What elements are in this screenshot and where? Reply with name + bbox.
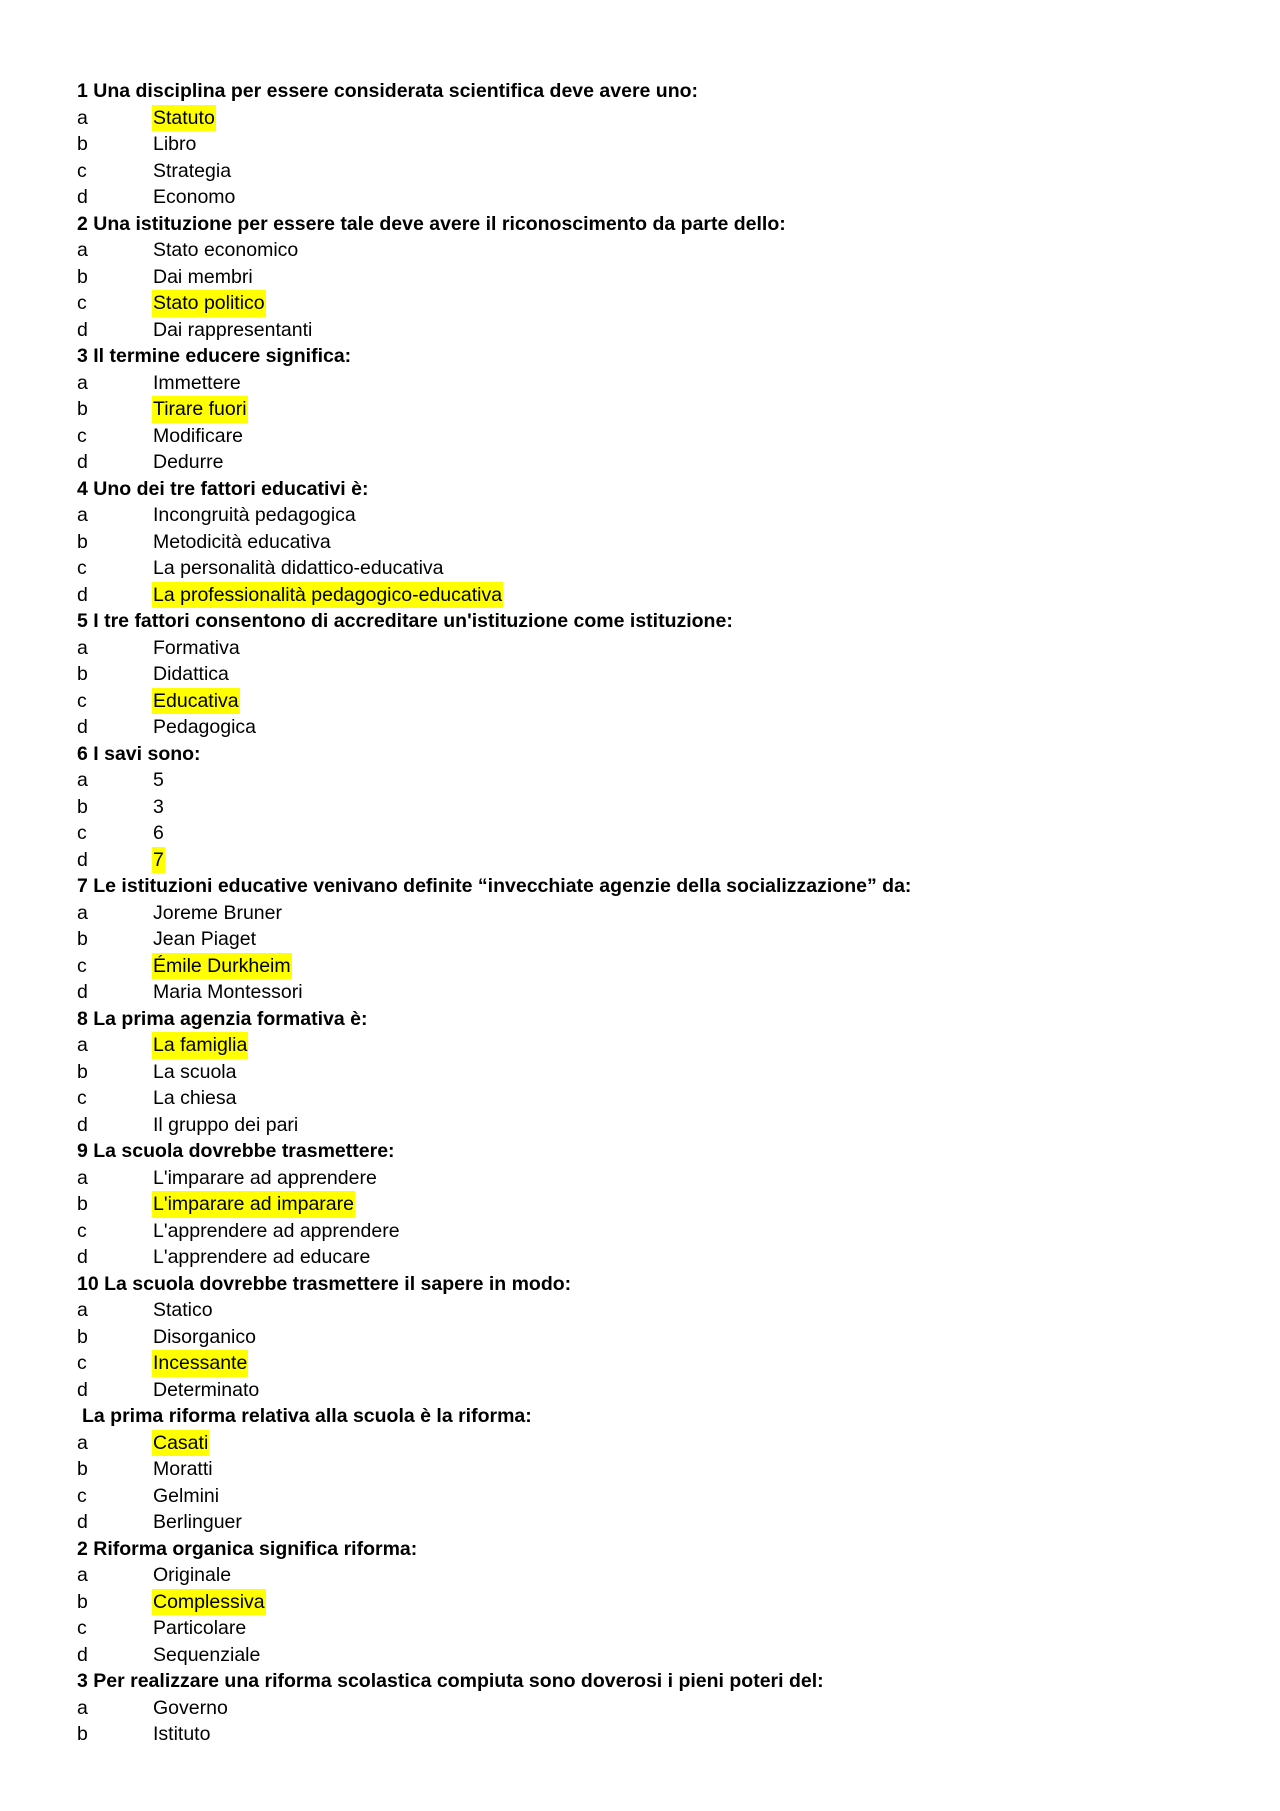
option-text: Governo: [153, 1696, 228, 1719]
option-text: Pedagogica: [153, 716, 257, 738]
option-letter: c: [77, 1484, 87, 1507]
question-text: 10 La scuola dovrebbe trasmettere il sapere in modo:: [77, 1272, 572, 1295]
answer-option: [77, 767, 1227, 794]
answer-option: [77, 1165, 1227, 1192]
option-letter: b: [77, 530, 88, 553]
question-text: 7 Le istituzioni educative venivano definite “invecchiate agenzie della socializzazione” da:: [77, 875, 912, 897]
answer-option: [77, 290, 1227, 317]
option-letter: d: [77, 451, 88, 473]
option-letter: c: [77, 822, 87, 844]
option-text: Gelmini: [153, 1484, 220, 1507]
answer-option: [77, 1721, 1227, 1748]
answer-option: [77, 449, 1227, 476]
option-text: Strategia: [153, 159, 232, 182]
option-letter: b: [77, 133, 88, 155]
highlighted-answer: La professionalità pedagogico-educativa: [152, 582, 503, 609]
option-letter: d: [77, 981, 88, 1003]
option-letter: b: [77, 1458, 88, 1480]
answer-option: [77, 317, 1227, 344]
option-letter: c: [77, 1352, 87, 1374]
answer-option: [77, 555, 1227, 582]
answer-option: [77, 1191, 1227, 1218]
option-letter: d: [77, 1378, 88, 1401]
answer-option: [77, 423, 1227, 450]
option-text: Libro: [153, 133, 197, 155]
option-text: Stato economico: [153, 239, 299, 261]
option-letter: d: [77, 583, 88, 606]
option-letter: b: [77, 928, 88, 950]
option-letter: d: [77, 1113, 88, 1136]
option-letter: c: [77, 689, 87, 712]
question-text: 8 La prima agenzia formativa è:: [77, 1007, 368, 1030]
question-text: La prima riforma relativa alla scuola è la riforma:: [82, 1405, 532, 1427]
option-text: Determinato: [153, 1378, 260, 1401]
option-letter: c: [77, 159, 87, 182]
option-text: L'apprendere ad apprendere: [153, 1219, 400, 1242]
question-text: 2 Riforma organica significa riforma:: [77, 1537, 418, 1560]
option-text: 5: [153, 769, 164, 791]
highlighted-answer: Casati: [152, 1430, 209, 1457]
option-text: Moratti: [153, 1458, 213, 1480]
highlighted-answer: Educativa: [152, 688, 240, 715]
option-text: Metodicità educativa: [153, 530, 331, 553]
option-letter: b: [77, 1060, 88, 1083]
answer-option: [77, 1562, 1227, 1589]
answer-option: [77, 264, 1227, 291]
option-letter: c: [77, 424, 87, 447]
option-text: Maria Montessori: [153, 981, 303, 1003]
answer-option: [77, 1059, 1227, 1086]
option-letter: b: [77, 663, 88, 685]
option-letter: a: [77, 239, 88, 261]
answer-option: [77, 105, 1227, 132]
answer-option: [77, 396, 1227, 423]
option-letter: d: [77, 186, 88, 208]
option-text: 3: [153, 795, 164, 818]
option-text: Didattica: [153, 663, 229, 685]
option-text: Disorganico: [153, 1325, 256, 1348]
option-text: Dai rappresentanti: [153, 318, 313, 341]
answer-option: [77, 847, 1227, 874]
answer-option: [77, 1483, 1227, 1510]
answer-option: [77, 529, 1227, 556]
option-text: Particolare: [153, 1617, 247, 1639]
answer-option: [77, 1350, 1227, 1377]
option-letter: a: [77, 371, 88, 394]
option-text: La chiesa: [153, 1087, 237, 1109]
answer-option: [77, 1324, 1227, 1351]
option-letter: d: [77, 848, 88, 871]
answer-option: [77, 1589, 1227, 1616]
option-letter: a: [77, 504, 88, 526]
option-text: Dai membri: [153, 265, 253, 288]
option-text: Jean Piaget: [153, 928, 256, 950]
answer-option: [77, 184, 1227, 211]
option-letter: d: [77, 1511, 88, 1533]
option-letter: a: [77, 1034, 88, 1056]
option-text: Istituto: [153, 1723, 211, 1745]
answer-option: [77, 158, 1227, 185]
answer-option: [77, 582, 1227, 609]
answer-option: [77, 820, 1227, 847]
answer-option: [77, 1218, 1227, 1245]
option-letter: b: [77, 1325, 88, 1348]
option-letter: a: [77, 769, 88, 791]
answer-option: [77, 794, 1227, 821]
question-text: 4 Uno dei tre fattori educativi è:: [77, 477, 369, 500]
answer-option: [77, 131, 1227, 158]
highlighted-answer: Complessiva: [152, 1589, 266, 1616]
answer-option: [77, 688, 1227, 715]
option-text: Originale: [153, 1564, 232, 1586]
option-letter: a: [77, 901, 88, 924]
answer-option: [77, 1032, 1227, 1059]
option-text: Formativa: [153, 636, 240, 659]
question-text: 3 Per realizzare una riforma scolastica compiuta sono doverosi i pieni poteri del:: [77, 1670, 824, 1692]
option-letter: d: [77, 1643, 88, 1666]
option-text: Berlinguer: [153, 1511, 242, 1533]
answer-option: [77, 979, 1227, 1006]
option-text: Sequenziale: [153, 1643, 261, 1666]
option-text: Modificare: [153, 424, 243, 447]
answer-option: [77, 1695, 1227, 1722]
answer-option: [77, 661, 1227, 688]
option-letter: a: [77, 1564, 88, 1586]
option-letter: a: [77, 106, 88, 129]
highlighted-answer: Émile Durkheim: [152, 953, 292, 980]
option-text: La personalità didattico-educativa: [153, 557, 444, 579]
option-text: Il gruppo dei pari: [153, 1113, 299, 1136]
question-text: 3 Il termine educere significa:: [77, 345, 352, 367]
option-letter: b: [77, 1723, 88, 1745]
quiz-document: [77, 78, 1227, 1748]
answer-option: [77, 370, 1227, 397]
highlighted-answer: 7: [152, 847, 165, 874]
answer-option: [77, 1112, 1227, 1139]
question-text: 2 Una istituzione per essere tale deve avere il riconoscimento da parte dello:: [77, 212, 786, 235]
question-text: 9 La scuola dovrebbe trasmettere:: [77, 1140, 395, 1162]
option-letter: a: [77, 1166, 88, 1189]
option-letter: c: [77, 1087, 87, 1109]
question-text: 6 I savi sono:: [77, 742, 201, 765]
answer-option: [77, 714, 1227, 741]
option-text: Joreme Bruner: [153, 901, 282, 924]
answer-option: [77, 1615, 1227, 1642]
highlighted-answer: L'imparare ad imparare: [152, 1191, 355, 1218]
option-text: Incongruità pedagogica: [153, 504, 356, 526]
answer-option: [77, 1377, 1227, 1404]
question-text: 1 Una disciplina per essere considerata scientifica deve avere uno:: [77, 80, 699, 102]
option-text: La scuola: [153, 1060, 237, 1083]
answer-option: [77, 1244, 1227, 1271]
answer-option: [77, 502, 1227, 529]
answer-option: [77, 1085, 1227, 1112]
option-text: Statico: [153, 1299, 213, 1321]
option-letter: b: [77, 795, 88, 818]
option-text: L'imparare ad apprendere: [153, 1166, 377, 1189]
option-letter: a: [77, 636, 88, 659]
option-text: Dedurre: [153, 451, 224, 473]
option-letter: a: [77, 1696, 88, 1719]
answer-option: [77, 635, 1227, 662]
option-letter: d: [77, 318, 88, 341]
option-letter: d: [77, 1246, 88, 1268]
option-text: 6: [153, 822, 164, 844]
highlighted-answer: La famiglia: [152, 1032, 248, 1059]
option-letter: c: [77, 557, 87, 579]
option-letter: a: [77, 1299, 88, 1321]
option-letter: b: [77, 265, 88, 288]
option-letter: d: [77, 716, 88, 738]
answer-option: [77, 1642, 1227, 1669]
option-letter: c: [77, 1219, 87, 1242]
option-text: Immettere: [153, 371, 241, 394]
answer-option: [77, 900, 1227, 927]
option-letter: b: [77, 1590, 88, 1613]
option-letter: b: [77, 398, 88, 420]
answer-option: [77, 1430, 1227, 1457]
answer-option: [77, 1456, 1227, 1483]
answer-option: [77, 1297, 1227, 1324]
option-letter: c: [77, 1617, 87, 1639]
highlighted-answer: Tirare fuori: [152, 396, 248, 423]
answer-option: [77, 1509, 1227, 1536]
highlighted-answer: Incessante: [152, 1350, 248, 1377]
highlighted-answer: Statuto: [152, 105, 216, 132]
option-letter: c: [77, 954, 87, 977]
option-text: Economo: [153, 186, 236, 208]
answer-option: [77, 953, 1227, 980]
option-letter: c: [77, 292, 87, 314]
answer-option: [77, 237, 1227, 264]
answer-option: [77, 926, 1227, 953]
option-letter: a: [77, 1431, 88, 1454]
highlighted-answer: Stato politico: [152, 290, 266, 317]
option-text: L'apprendere ad educare: [153, 1246, 371, 1268]
option-letter: b: [77, 1193, 88, 1215]
question-text: 5 I tre fattori consentono di accreditare un'istituzione come istituzione:: [77, 610, 733, 632]
